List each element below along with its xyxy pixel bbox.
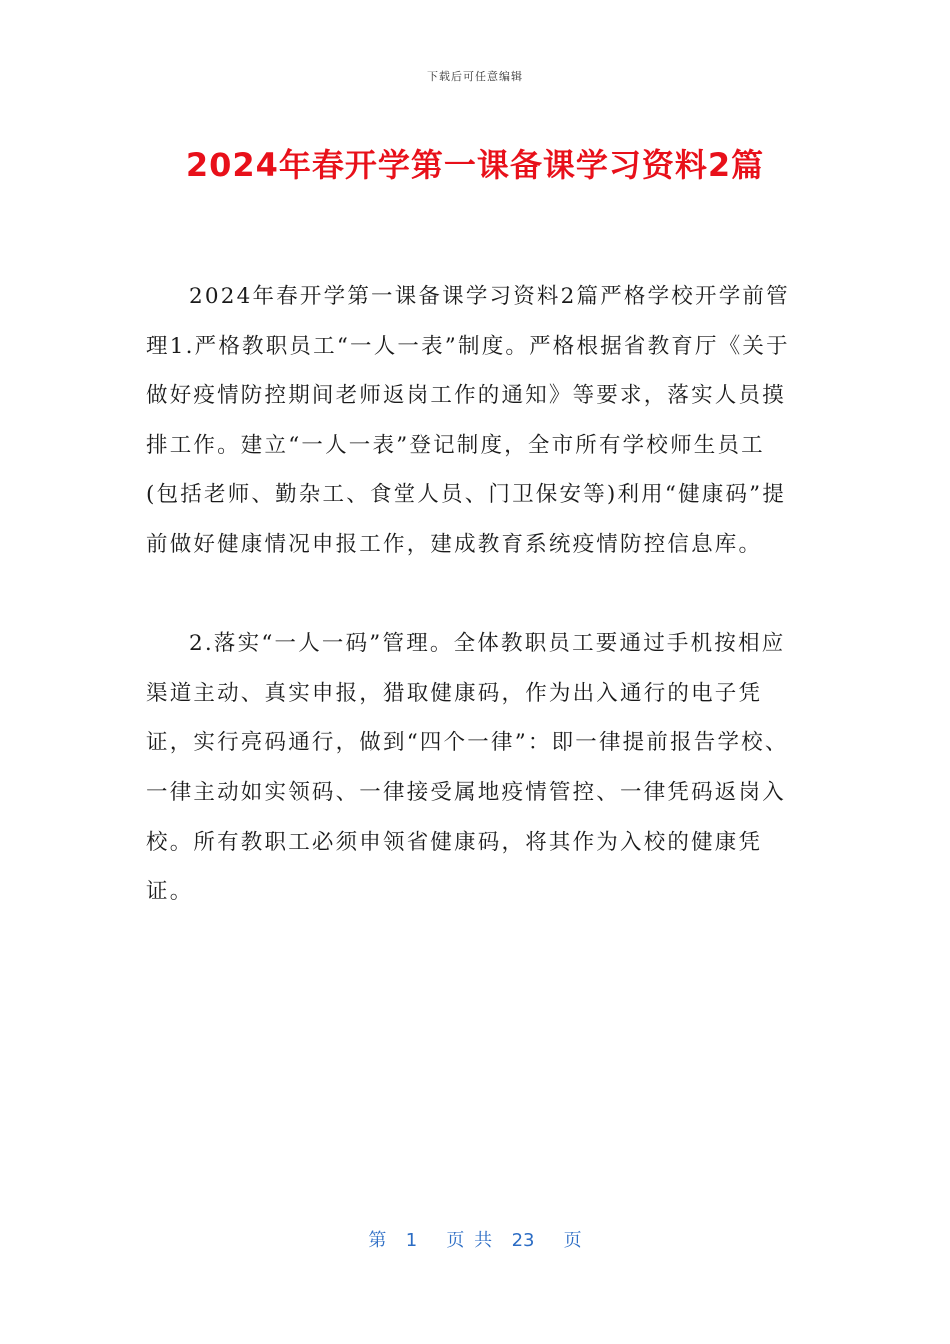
- paragraph-1: 2024年春开学第一课备课学习资料2篇严格学校开学前管理1.严格教职员工“一人一表”制度。严格根据省教育厅《关于做好疫情防控期间老师返岗工作的通知》等要求，落实人员摸排工作。建立“一人一表”登记制度，全市所有学校师生员工(包括老师、勤杂工、食堂人员、门卫保安等)利用“健康码”提前做好健康情况申报工作，建成教育系统疫情防控信息库。: [146, 284, 790, 557]
- page-number: 第 1 页 共 23 页: [368, 1230, 582, 1251]
- header-note: 下载后可任意编辑: [427, 70, 523, 83]
- document-title: 2024年春开学第一课备课学习资料2篇: [185, 146, 765, 184]
- paragraph-2: 2.落实“一人一码”管理。全体教职员工要通过手机按相应渠道主动、真实申报，猎取健康码，作为出入通行的电子凭证，实行亮码通行，做到“四个一律”：即一律提前报告学校、一律主动如实领码、一律接受属地疫情管控、一律凭码返岗入校。所有教职工必须申领省健康码，将其作为入校的健康凭证。: [146, 631, 789, 905]
- document-body: [146, 272, 794, 917]
